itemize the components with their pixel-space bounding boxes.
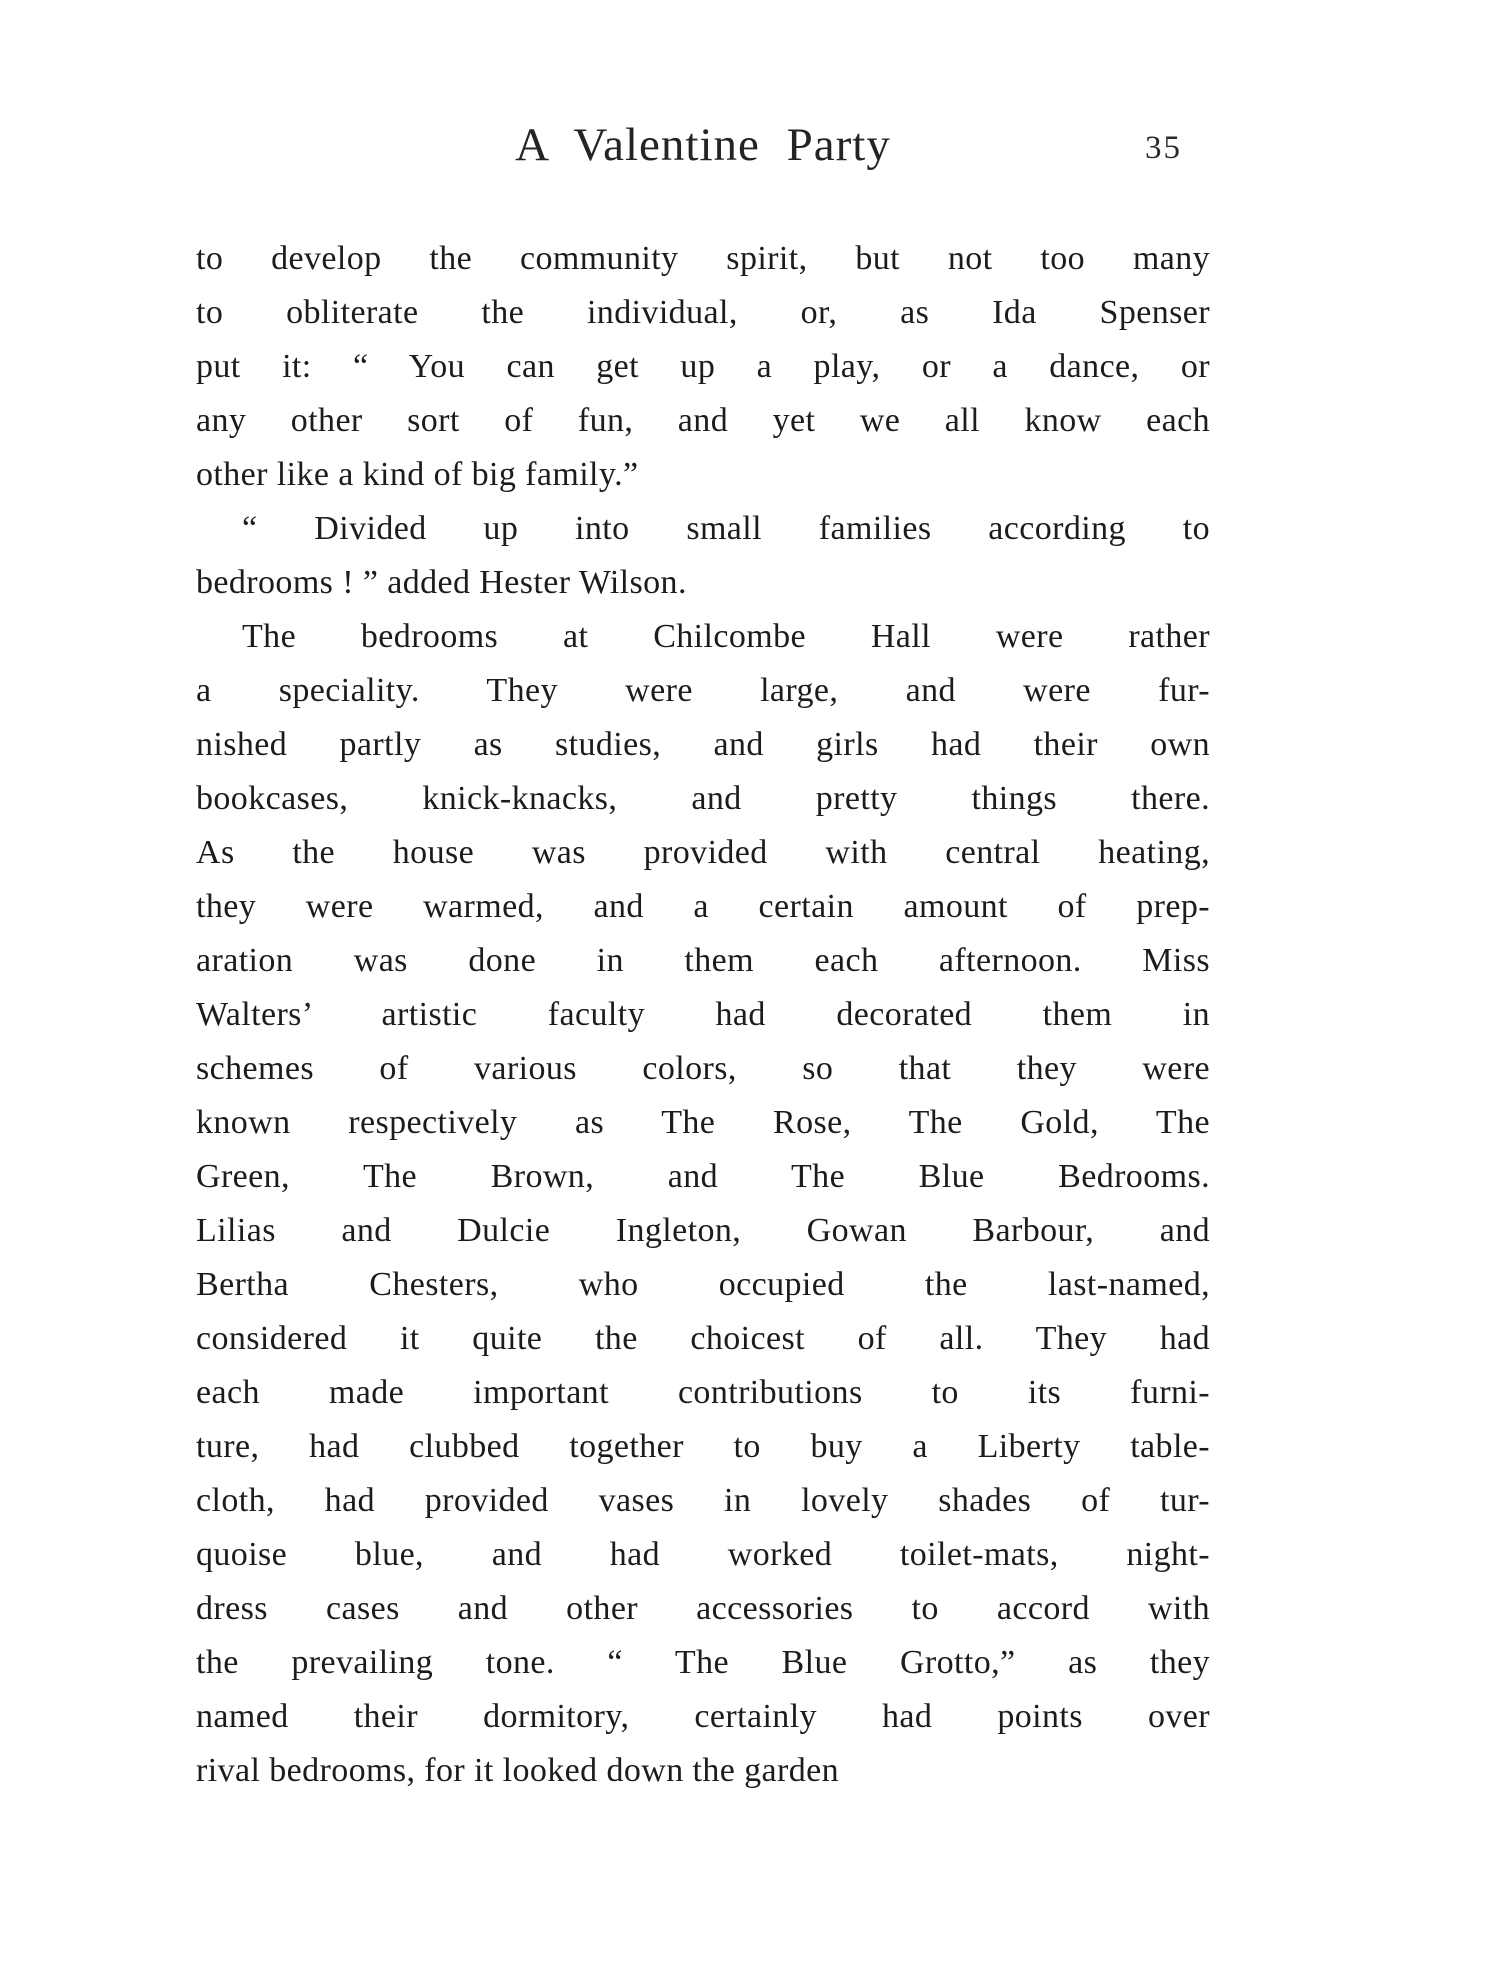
text-line: The bedrooms at Chilcombe Hall were rather <box>242 618 1210 655</box>
text-line: dress cases and other accessories to accord with <box>196 1590 1210 1627</box>
text-line: quoise blue, and had worked toilet-mats, night- <box>196 1536 1210 1573</box>
text-line: a speciality. They were large, and were fur- <box>196 672 1210 709</box>
text-line: As the house was provided with central heating, <box>196 834 1210 871</box>
text-line: each made important contributions to its furni- <box>196 1374 1210 1411</box>
text-line: ture, had clubbed together to buy a Liberty table- <box>196 1428 1210 1465</box>
paragraph <box>196 502 1210 610</box>
text-line: they were warmed, and a certain amount of prep- <box>196 888 1210 925</box>
paragraph <box>196 232 1210 502</box>
text-line: bookcases, knick-knacks, and pretty things there. <box>196 780 1210 817</box>
text-block <box>196 118 1210 1798</box>
text-line: named their dormitory, certainly had points over <box>196 1698 1210 1735</box>
text-line: cloth, had provided vases in lovely shades of tur- <box>196 1482 1210 1519</box>
page-number: 35 <box>1145 130 1182 166</box>
page-header <box>196 118 1210 210</box>
text-line: to develop the community spirit, but not too many <box>196 240 1210 277</box>
text-line: considered it quite the choicest of all. They had <box>196 1320 1210 1357</box>
text-line: any other sort of fun, and yet we all know each <box>196 402 1210 439</box>
text-line: Walters’ artistic faculty had decorated them in <box>196 996 1210 1033</box>
text-line: nished partly as studies, and girls had their own <box>196 726 1210 763</box>
text-line: rival bedrooms, for it looked down the garden <box>196 1752 840 1789</box>
text-line: Green, The Brown, and The Blue Bedrooms. <box>196 1158 1210 1195</box>
text-line: schemes of various colors, so that they were <box>196 1050 1210 1087</box>
text-line: known respectively as The Rose, The Gold, The <box>196 1104 1210 1141</box>
text-line: Bertha Chesters, who occupied the last-named, <box>196 1266 1210 1303</box>
text-line: “ Divided up into small families according to <box>242 510 1210 547</box>
text-line: Lilias and Dulcie Ingleton, Gowan Barbour, and <box>196 1212 1210 1249</box>
text-line: bedrooms ! ” added Hester Wilson. <box>196 564 687 601</box>
page-title: A Valentine Party <box>515 119 891 171</box>
text-line: the prevailing tone. “ The Blue Grotto,” as they <box>196 1644 1210 1681</box>
paragraph <box>196 610 1210 1798</box>
text-line: aration was done in them each afternoon. Miss <box>196 942 1210 979</box>
text-line: to obliterate the individual, or, as Ida Spenser <box>196 294 1210 331</box>
page-text <box>196 232 1210 1798</box>
text-line: other like a kind of big family.” <box>196 456 639 493</box>
text-line: put it: “ You can get up a play, or a dance, or <box>196 348 1210 385</box>
